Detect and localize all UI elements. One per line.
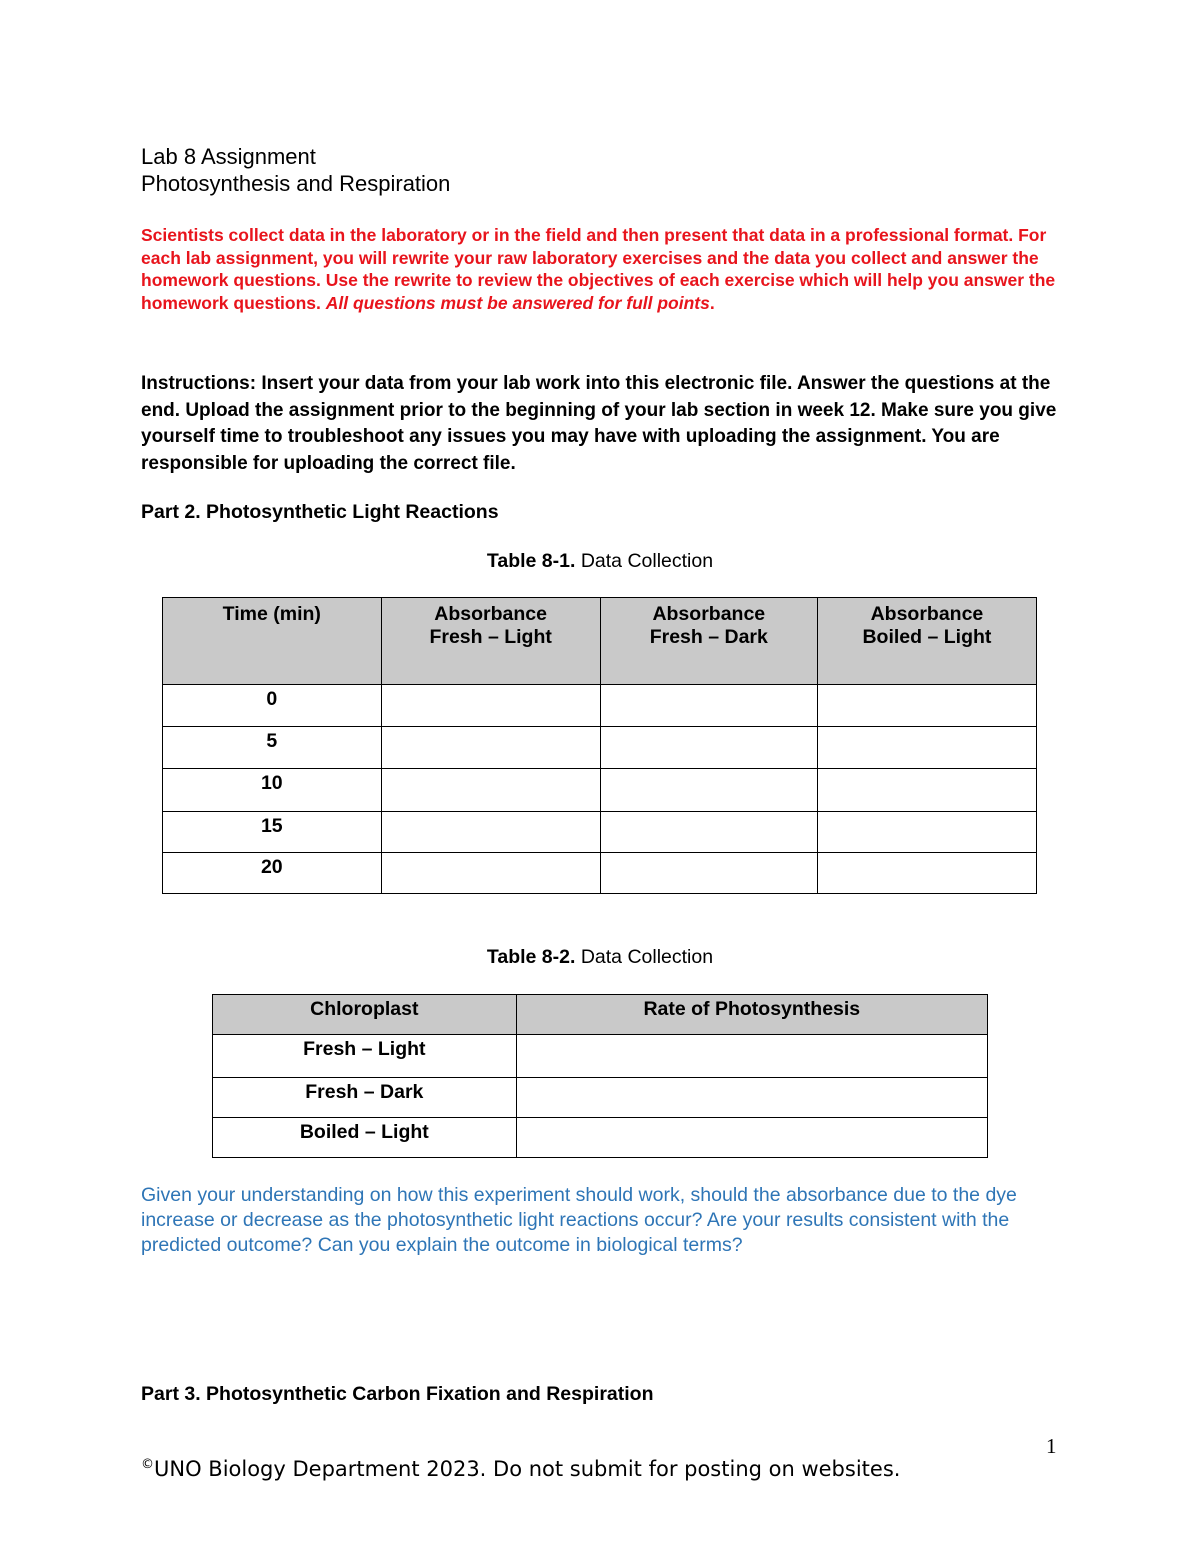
- part3-heading: Part 3. Photosynthetic Carbon Fixation and Respiration: [141, 1383, 654, 1405]
- rate-cell[interactable]: [516, 1118, 987, 1158]
- header-rate: Rate of Photosynthesis: [516, 995, 987, 1035]
- table-row: [163, 769, 1037, 812]
- intro-emphasis: All questions must be answered for full points: [325, 292, 710, 313]
- header-boiled-light: Absorbance Boiled – Light: [817, 598, 1036, 685]
- chloroplast-cell: Boiled – Light: [213, 1118, 517, 1158]
- data-cell[interactable]: [381, 853, 600, 894]
- table-8-1: [162, 597, 1037, 894]
- header-time: Time (min): [163, 598, 382, 685]
- data-cell[interactable]: [817, 812, 1036, 853]
- rate-cell[interactable]: [516, 1035, 987, 1078]
- data-cell[interactable]: [817, 727, 1036, 769]
- table-row: [163, 812, 1037, 853]
- part2-heading: Part 2. Photosynthetic Light Reactions: [141, 501, 499, 523]
- instructions-paragraph: Instructions: Insert your data from your lab work into this electronic file. Answer the questions at the end. Upload the assignment prior to the beginning of your lab section in week 12. Make sure you give yourself time to troubleshoot any issues you may have with uploading the assignment. You are responsible for uploading the correct file.: [141, 373, 1057, 474]
- table2-caption-text: Data Collection: [575, 946, 714, 968]
- intro-text: Scientists collect data in the laboratory or in the field and then present that data in a professional format. For each lab assignment, you will rewrite your raw laboratory exercises and the data you collect and answer the homework questions. Use the rewrite to review the objectives of each exercise which will help you answer the homework questions.: [141, 225, 1056, 313]
- rate-cell[interactable]: [516, 1078, 987, 1118]
- table-row: [213, 1118, 988, 1158]
- time-cell: 10: [163, 769, 382, 812]
- time-cell: 0: [163, 685, 382, 727]
- table2-caption: [141, 946, 1059, 969]
- data-cell[interactable]: [817, 769, 1036, 812]
- chloroplast-cell: Fresh – Dark: [213, 1078, 517, 1118]
- footer-text: UNO Biology Department 2023. Do not submit for posting on websites.: [154, 1457, 901, 1481]
- data-cell[interactable]: [600, 812, 817, 853]
- table-row: [163, 727, 1037, 769]
- table1-header-row: [163, 598, 1037, 685]
- lab-title: Lab 8 Assignment: [141, 144, 316, 169]
- intro-paragraph: [141, 224, 1066, 314]
- copyright-symbol: ©: [141, 1457, 154, 1472]
- table-row: [213, 1078, 988, 1118]
- data-cell[interactable]: [381, 685, 600, 727]
- chloroplast-cell: Fresh – Light: [213, 1035, 517, 1078]
- table-row: [163, 685, 1037, 727]
- data-cell[interactable]: [600, 853, 817, 894]
- table-row: [213, 1035, 988, 1078]
- lab-subtitle: Photosynthesis and Respiration: [141, 171, 451, 196]
- table1-caption-label: Table 8-1.: [486, 550, 576, 572]
- data-cell[interactable]: [381, 812, 600, 853]
- header-fresh-dark: Absorbance Fresh – Dark: [600, 598, 817, 685]
- data-cell[interactable]: [381, 727, 600, 769]
- time-cell: 15: [163, 812, 382, 853]
- footer: [141, 1457, 900, 1481]
- table-8-2: [212, 994, 988, 1158]
- doc-title-block: [141, 143, 450, 197]
- page-number: 1: [1046, 1434, 1057, 1458]
- time-cell: 5: [163, 727, 382, 769]
- data-cell[interactable]: [600, 685, 817, 727]
- table2-caption-label: Table 8-2.: [486, 946, 576, 968]
- header-fresh-light: Absorbance Fresh – Light: [381, 598, 600, 685]
- table2-header-row: [213, 995, 988, 1035]
- time-cell: 20: [163, 853, 382, 894]
- data-cell[interactable]: [381, 769, 600, 812]
- discussion-question: Given your understanding on how this experiment should work, should the absorbance due to the dye increase or decrease as the photosynthetic light reactions occur? Are your results consistent with the predicted outcome? Can you explain the outcome in biological terms?: [141, 1184, 1017, 1256]
- table1-caption-text: Data Collection: [575, 550, 714, 572]
- data-cell[interactable]: [817, 853, 1036, 894]
- table1-caption: [141, 550, 1059, 573]
- intro-end: .: [709, 292, 715, 313]
- data-cell[interactable]: [600, 727, 817, 769]
- header-chloroplast: Chloroplast: [213, 995, 517, 1035]
- table-row: [163, 853, 1037, 894]
- data-cell[interactable]: [817, 685, 1036, 727]
- data-cell[interactable]: [600, 769, 817, 812]
